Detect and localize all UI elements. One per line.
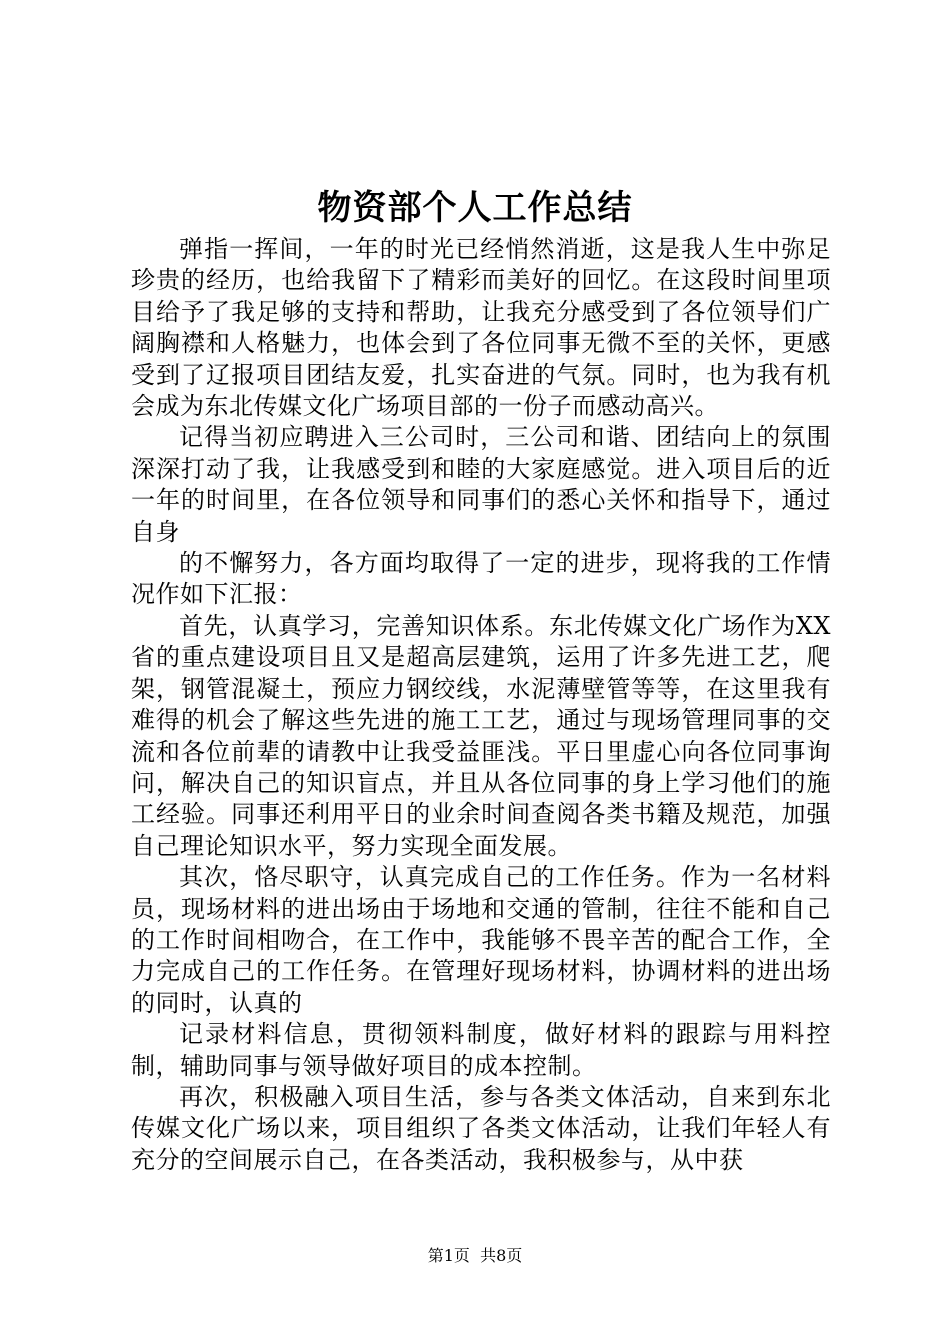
paragraph-intro: 弹指一挥间，一年的时光已经悄然消逝，这是我人生中弥足珍贵的经历，也给我留下了精彩而美好的回忆。在这段时间里项目给予了我足够的支持和帮助，让我充分感受到了各位领导们广阔胸襟和人格魅力，也体会到了各位同事无微不至的关怀，更感受到了辽报项目团结友爱，扎实奋进的气氛。同时，也为我有机会成为东北传媒文化广场项目部的一份子而感动高兴。 <box>131 235 831 421</box>
paragraph-report-intro: 的不懈努力，各方面均取得了一定的进步，现将我的工作情况作如下汇报： <box>131 549 831 609</box>
document-body <box>131 234 831 1176</box>
paragraph-third-activities: 再次，积极融入项目生活，参与各类文体活动，自来到东北传媒文化广场以来，项目组织了各类文体活动，让我们年轻人有充分的空间展示自己，在各类活动，我积极参与，从中获 <box>131 1082 831 1174</box>
paragraph-first-learning: 首先，认真学习，完善知识体系。东北传媒文化广场作为XX省的重点建设项目且又是超高层建筑，运用了许多先进工艺，爬架，钢管混凝土，预应力钢绞线，水泥薄壁管等等，在这里我有难得的机会了解这些先进的施工工艺，通过与现场管理同事的交流和各位前辈的请教中让我受益匪浅。平日里虚心向各位同事询问，解决自己的知识盲点，并且从各位同事的身上学习他们的施工经验。同事还利用平日的业余时间查阅各类书籍及规范，加强自己理论知识水平，努力实现全面发展。 <box>131 611 831 860</box>
paragraph-joining: 记得当初应聘进入三公司时，三公司和谐、团结向上的氛围深深打动了我，让我感受到和睦的大家庭感觉。进入项目后的近一年的时间里，在各位领导和同事们的悉心关怀和指导下，通过自身 <box>131 423 831 546</box>
paragraph-material-records: 记录材料信息，贯彻领料制度，做好材料的跟踪与用料控制，辅助同事与领导做好项目的成本控制。 <box>131 1020 831 1080</box>
page-footer <box>0 1246 950 1266</box>
paragraph-second-duties: 其次，恪尽职守，认真完成自己的工作任务。作为一名材料员，现场材料的进出场由于场地和交通的管制，往往不能和自己的工作时间相吻合，在工作中，我能够不畏辛苦的配合工作，全力完成自己的工作任务。在管理好现场材料，协调材料的进出场的同时，认真的 <box>131 863 831 1017</box>
document-title: 物资部个人工作总结 <box>317 188 633 228</box>
page-number: 第1页 共8页 <box>427 1246 523 1265</box>
